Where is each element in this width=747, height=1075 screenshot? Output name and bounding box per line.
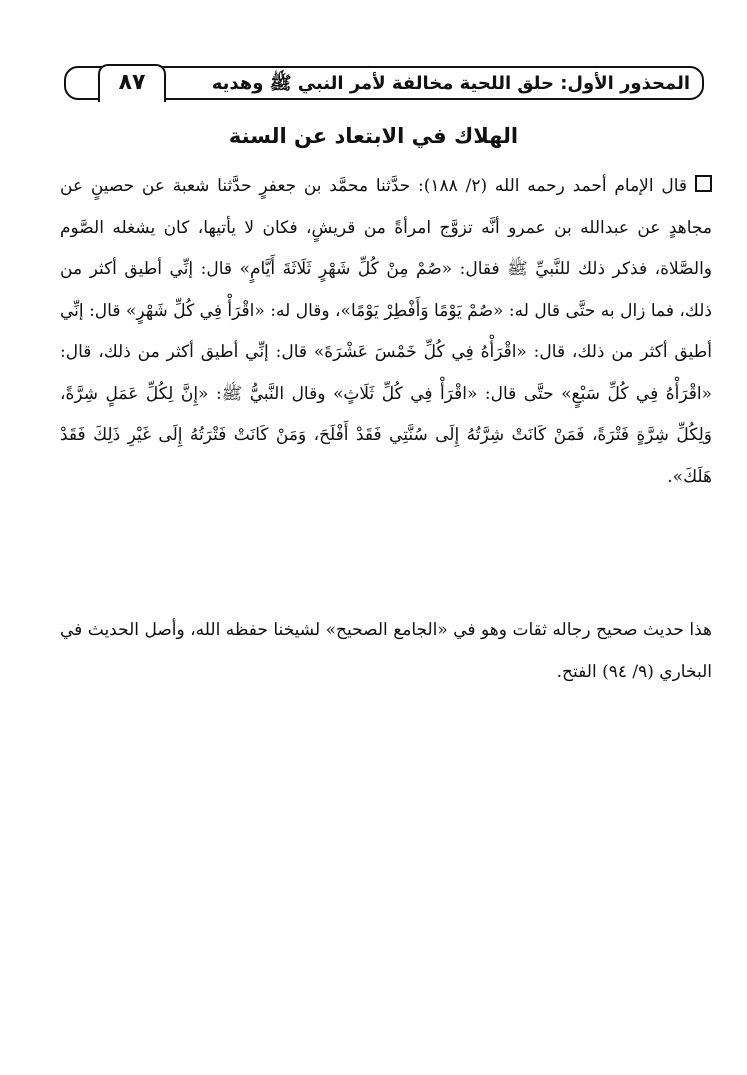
hadith-text: قال الإمام أحمد رحمه الله (٢/ ١٨٨): حدَّثنا محمَّد بن جعفرٍ حدَّثنا شعبة عن حصينٍ عن مجاهدٍ عن عبدالله بن عمرو أنَّه تزوَّج امرأةً من قريشٍ، فكان لا يأتيها، كان يشغله الصَّوم والصَّلاة، فذكر ذلك للنَّبيِّ ﷺ فقال: «صُمْ مِنْ كُلِّ شَهْرٍ ثَلَاثَةَ أَيَّامٍ» قال: إنِّي أطيق أكثر من ذلك، فما زال به حتَّى قال له: «صُمْ يَوْمًا وَأَفْطِرْ يَوْمًا»، وقال له: «اقْرَأْ فِي كُلِّ شَهْرٍ» قال: إنِّي أطيق أكثر من ذلك، قال: «اقْرَأْهُ فِي كُلِّ خَمْسَ عَشْرَةَ» قال: إنِّي أطيق أكثر من ذلك، قال: «اقْرَأْهُ فِي كُلِّ سَبْعٍ» حتَّى قال: «اقْرَأْ فِي كُلِّ ثَلَاثٍ» وقال النَّبيُّ ﷺ: «إِنَّ لِكُلِّ عَمَلٍ شِرَّةً، وَلِكُلِّ شِرَّةٍ فَتْرَةً، فَمَنْ كَانَتْ شِرَّتُهُ إِلَى سُنَّتِي فَقَدْ أَفْلَحَ، وَمَنْ كَانَتْ فَتْرَتُهُ إِلَى غَيْرِ ذَلِكَ فَقَدْ هَلَكَ». <box>60 176 712 487</box>
commentary-paragraph <box>60 610 712 693</box>
page-number: ٨٧ <box>118 70 146 95</box>
square-bullet-icon <box>695 175 712 192</box>
header-title: المحذور الأول: حلق اللحية مخالفة لأمر النبي ﷺ وهديه <box>211 73 690 94</box>
hadith-paragraph <box>60 166 712 498</box>
commentary-text: هذا حديث صحيح رجاله ثقات وهو في «الجامع الصحيح» لشيخنا حفظه الله، وأصل الحديث في البخاري (٩/ ٩٤) الفتح. <box>60 620 712 682</box>
section-title: الهلاك في الابتعاد عن السنة <box>228 124 519 148</box>
page-number-tab <box>98 64 166 102</box>
